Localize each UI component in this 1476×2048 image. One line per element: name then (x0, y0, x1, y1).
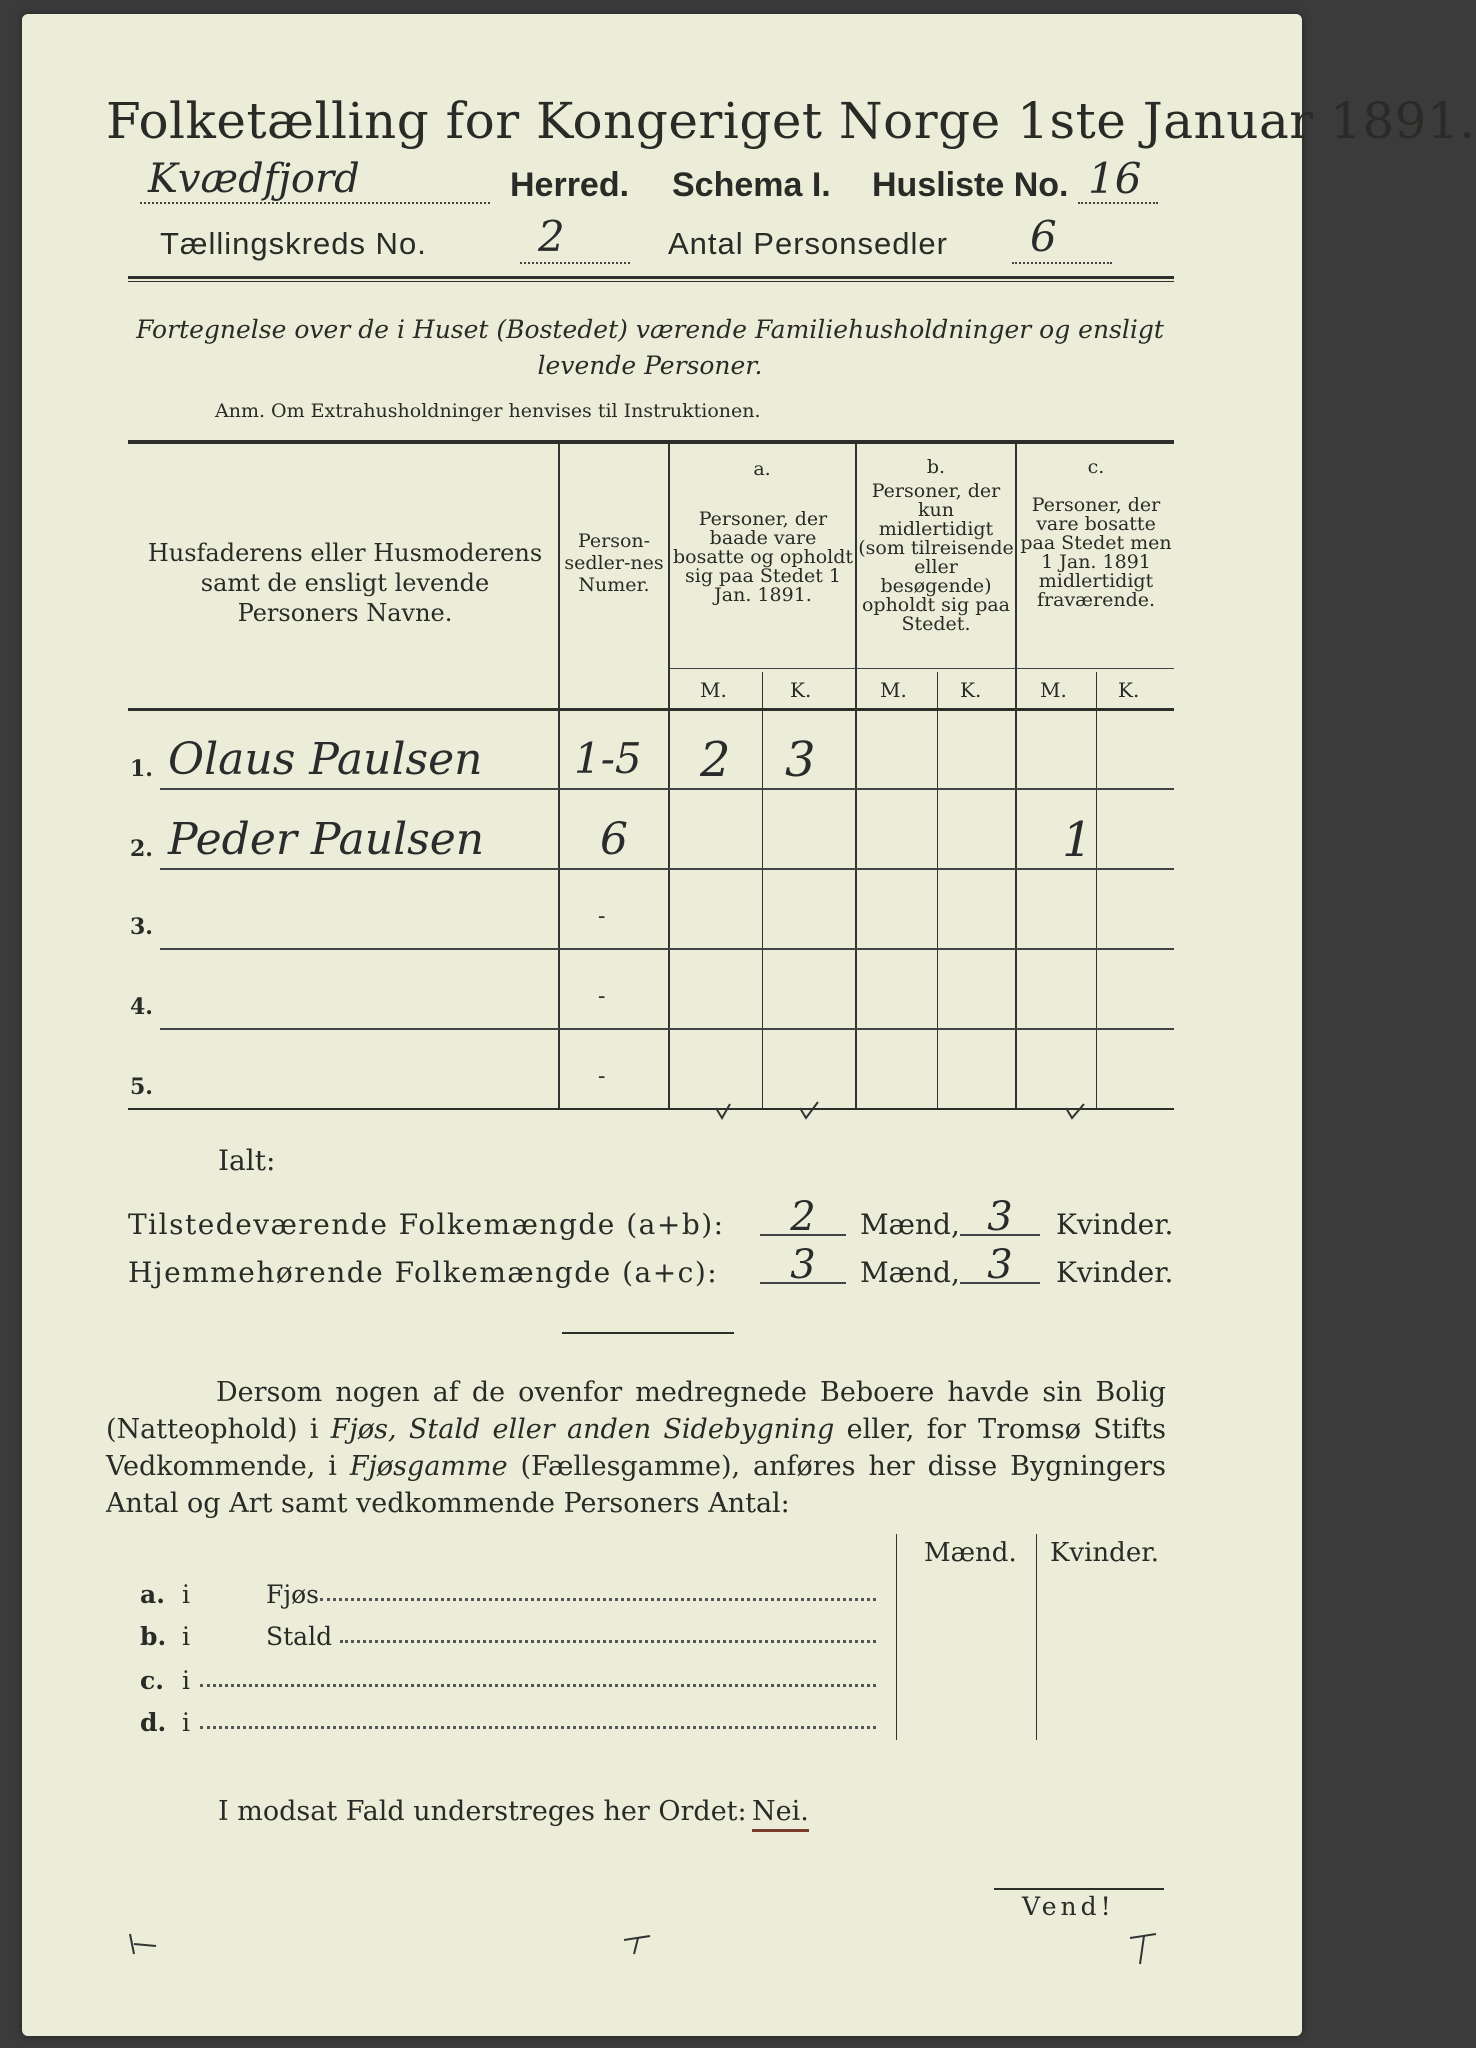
header-rule-thin (128, 281, 1174, 282)
row-am: 2 (700, 732, 731, 788)
col-a-m: M. (700, 678, 727, 702)
row-name: Peder Paulsen (168, 814, 485, 865)
kvinder-label: Kvinder. (1056, 1208, 1174, 1241)
herred-field (140, 156, 490, 204)
bld-i: i (182, 1666, 190, 1695)
col-header-num: Person-sedler-nes Numer. (564, 530, 664, 596)
mk-sep (762, 672, 763, 1108)
bld-kvinder-head: Kvinder. (1050, 1538, 1160, 1568)
bld-dots (200, 1726, 876, 1729)
col-a-k: K. (790, 678, 812, 702)
bld-letter: c. (140, 1666, 164, 1695)
col-sep (855, 444, 857, 1108)
mk-sep (937, 672, 938, 1108)
paragraph-text: (Fællesgamme), anføres her disse Bygningers Antal og Art samt vedkommende Personers Antal: (106, 1451, 1166, 1519)
kreds-field (520, 212, 630, 264)
kreds-label: Tællingskreds No. (160, 226, 427, 261)
paragraph-text: eller, for Tromsø Stifts Vedkommende, i (106, 1414, 1166, 1482)
vend-text: Vend! (1022, 1892, 1115, 1921)
hjemme-label: Hjemmehørende Folkemængde (a+c): (128, 1256, 719, 1289)
row-num: - (598, 984, 606, 1009)
bld-dots (200, 1684, 876, 1687)
table-header-rule (128, 708, 1174, 711)
divider (562, 1332, 734, 1334)
bld-letter: b. (140, 1622, 167, 1651)
row-num: - (598, 1064, 606, 1089)
col-header-b: Personer, der kun midlertidigt (som tilreisende eller besøgende) opholdt sig paa Stedet. (858, 480, 1014, 635)
paragraph-italic: Fjøsgamme (349, 1451, 508, 1482)
maend-label: Mænd, (860, 1208, 960, 1241)
tilstede-m: 2 (760, 1194, 846, 1236)
bld-i: i (182, 1708, 190, 1737)
intro-heading: Fortegnelse over de i Huset (Bostedet) værende Familiehusholdninger og ensligt levende Personer. (136, 315, 1164, 380)
antal-label: Antal Personsedler (668, 226, 948, 261)
antal-number: 6 (1030, 212, 1057, 261)
header-rule (128, 276, 1174, 279)
tilstede-k: 3 (960, 1194, 1040, 1236)
herred-label: Herred. (510, 166, 630, 204)
hjemme-k: 3 (960, 1242, 1040, 1284)
col-c-letter: c. (1087, 456, 1105, 478)
kreds-number: 2 (538, 212, 565, 261)
anm-note: Anm. Om Extrahusholdninger henvises til Instruktionen. (215, 400, 761, 422)
kvinder-label: Kvinder. (1056, 1256, 1174, 1289)
modsat-text: I modsat Fald understreges her Ordet: (218, 1796, 747, 1827)
bld-label: Stald (266, 1622, 333, 1651)
corner-mark-icon (126, 1930, 166, 1960)
bld-maend-head: Mænd. (924, 1538, 1017, 1568)
corner-mark-icon (1126, 1930, 1166, 1970)
tilstede-label: Tilstedeværende Folkemængde (a+b): (128, 1208, 725, 1241)
bld-label: Fjøs (266, 1580, 319, 1609)
bld-sep (1036, 1534, 1037, 1740)
paragraph-text: Dersom nogen af de ovenfor medregnede Beboere havde sin Bolig (Natteophold) i (106, 1377, 1166, 1445)
col-sep (558, 444, 560, 1108)
col-header-c: Personer, der vare bosatte paa Stedet men 1 Jan. 1891 midlertidigt fraværende. (1020, 494, 1172, 611)
row-number: 2. (130, 836, 153, 862)
row-cm: 1 (1062, 812, 1093, 868)
mk-sep (1096, 672, 1097, 1108)
husliste-field (1078, 154, 1158, 204)
row-ak: 3 (785, 732, 816, 788)
row-number: 1. (130, 756, 153, 782)
row-name: Olaus Paulsen (168, 734, 483, 785)
paragraph-italic: Fjøs, Stald eller anden Sidebygning (330, 1414, 835, 1445)
col-header-name: Husfaderens eller Husmoderens samt de ensligt levende Personers Navne. (147, 539, 543, 627)
corner-mark-icon (620, 1930, 660, 1960)
hjemme-m: 3 (760, 1242, 846, 1284)
bld-i: i (182, 1622, 190, 1651)
col-b-letter: b. (926, 456, 946, 478)
bld-dots (320, 1598, 876, 1601)
bld-i: i (182, 1580, 190, 1609)
row-number: 5. (130, 1074, 153, 1100)
sidebygning-paragraph (106, 1374, 1166, 1522)
antal-field (1012, 212, 1112, 264)
col-header-a: Personer, der baade vare bosatte og opholdt sig paa Stedet 1 Jan. 1891. (672, 508, 854, 606)
bld-letter: a. (140, 1580, 165, 1609)
row-line (160, 788, 1174, 790)
schema-label: Schema I. (672, 166, 831, 204)
bld-sep (896, 1534, 897, 1740)
col-c-k: K. (1118, 678, 1140, 702)
row-number: 3. (130, 914, 153, 940)
vend-rule (994, 1888, 1164, 1890)
bld-letter: d. (140, 1708, 167, 1737)
form-title: Folketælling for Kongeriget Norge 1ste Januar 1891. (106, 92, 1476, 150)
row-num: - (598, 904, 606, 929)
col-sep (668, 444, 670, 1108)
husliste-label: Husliste No. (872, 166, 1069, 204)
herred-name: Kvædfjord (148, 156, 360, 202)
row-num: 1-5 (574, 734, 642, 783)
ialt-label: Ialt: (218, 1144, 276, 1177)
col-a-letter: a. (753, 458, 771, 480)
col-b-m: M. (880, 678, 907, 702)
table-top-rule (128, 440, 1174, 444)
row-line (160, 948, 1174, 950)
row-num: 6 (600, 814, 628, 865)
husliste-number: 16 (1088, 154, 1142, 203)
check-marks-icon (710, 1100, 1090, 1130)
row-line (160, 868, 1174, 870)
col-b-k: K. (960, 678, 982, 702)
col-sep (1015, 444, 1017, 1108)
maend-label: Mænd, (860, 1256, 960, 1289)
col-c-m: M. (1040, 678, 1067, 702)
nei-word: Nei. (752, 1796, 809, 1832)
bld-dots (340, 1640, 876, 1643)
row-line (160, 1028, 1174, 1030)
row-number: 4. (130, 994, 153, 1020)
mk-header-line (670, 668, 1174, 669)
